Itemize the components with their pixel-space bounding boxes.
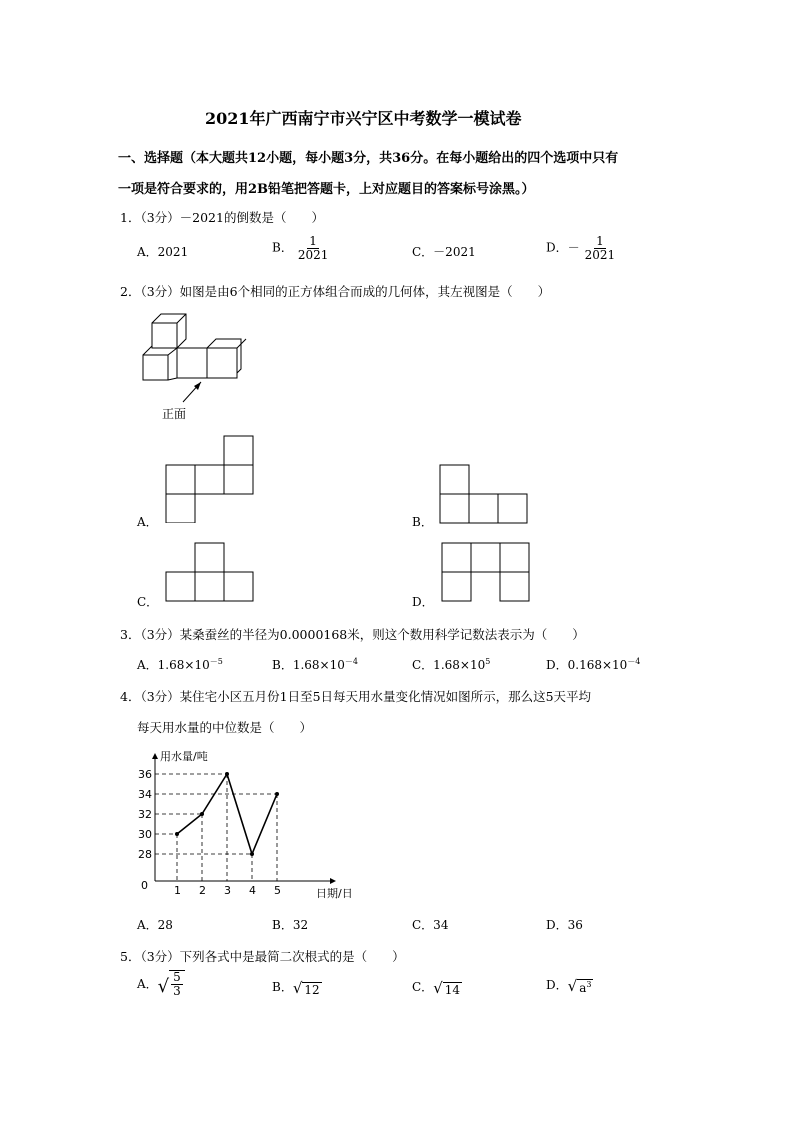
section-header-line1: 一、选择题（本大题共12小题，每小题3分，共36分。在每小题给出的四个选项中只有 bbox=[118, 151, 619, 166]
q1-option-b-numerator: 1 bbox=[309, 234, 317, 248]
q1-option-b-label: B． bbox=[272, 240, 293, 255]
radical-sign-icon: √ bbox=[157, 976, 170, 998]
y-tick-label: 32 bbox=[138, 808, 152, 821]
q3-option-d-base: D．0.168×10 bbox=[546, 658, 628, 672]
q5-option-d-label: D． bbox=[546, 978, 568, 992]
x-tick-label: 1 bbox=[174, 884, 181, 897]
q2-cube-figure bbox=[138, 310, 258, 422]
cube-edges bbox=[207, 339, 241, 373]
q3-option-a bbox=[137, 656, 223, 673]
q1-option-b bbox=[272, 235, 330, 261]
q2-option-b-label: B． bbox=[412, 515, 433, 529]
q2-option-d-label: D． bbox=[412, 595, 434, 609]
q5-option-d-exponent: 3 bbox=[586, 979, 592, 989]
x-axis-arrow bbox=[330, 878, 336, 884]
data-point bbox=[275, 792, 279, 796]
q5-option-d-sqrt bbox=[568, 977, 594, 995]
q5-option-a bbox=[137, 970, 185, 997]
q1-option-c: C．－2021 bbox=[412, 245, 476, 259]
q4-option-a: A．28 bbox=[137, 918, 173, 932]
q5-option-a-sqrt bbox=[158, 970, 185, 997]
origin-label: 0 bbox=[141, 879, 148, 892]
cube-edge bbox=[177, 314, 186, 323]
cube-face bbox=[152, 323, 177, 348]
q3-option-b-base: B．1.68×10 bbox=[272, 658, 345, 672]
q1-option-b-denominator: 2021 bbox=[297, 247, 329, 262]
cube-face bbox=[177, 348, 207, 378]
q5-option-c-radicand: 14 bbox=[444, 982, 461, 997]
q2-option-b-figure bbox=[439, 464, 529, 524]
q5-option-c-sqrt bbox=[433, 979, 462, 997]
q3-option-b bbox=[272, 656, 358, 673]
q1-option-d-fraction bbox=[583, 235, 618, 261]
cube-edge bbox=[168, 378, 177, 380]
radical-sign-icon: √ bbox=[292, 978, 303, 997]
q5-option-b bbox=[272, 978, 322, 997]
q4-water-usage-chart bbox=[130, 745, 370, 905]
q4-stem-line1: 4．（3分）某住宅小区五月份1日至5日每天用水量变化情况如图所示，那么这5天平均 bbox=[120, 689, 592, 704]
q5-option-b-sqrt bbox=[293, 979, 322, 997]
q5-option-b-label: B． bbox=[272, 980, 293, 994]
y-tick-label: 34 bbox=[138, 788, 152, 801]
q3-option-c-exponent: 5 bbox=[485, 657, 491, 666]
y-tick-label: 30 bbox=[138, 828, 152, 841]
q1-option-b-fraction bbox=[296, 235, 331, 261]
front-label: 正面 bbox=[162, 407, 187, 421]
q5-option-d bbox=[546, 976, 593, 995]
x-tick-label: 3 bbox=[224, 884, 231, 897]
q1-option-a: A．2021 bbox=[137, 245, 189, 259]
y-axis-label: 用水量/吨 bbox=[160, 750, 208, 763]
cube-edge bbox=[168, 348, 177, 355]
q2-stem: 2．（3分）如图是由6个相同的正方体组合而成的几何体，其左视图是（ ） bbox=[120, 284, 551, 299]
q1-option-d bbox=[546, 235, 617, 261]
q1-stem: 1．（3分）－2021的倒数是（ ） bbox=[120, 210, 324, 225]
cube-face bbox=[207, 348, 237, 378]
q1-option-d-label: D．－ bbox=[546, 240, 580, 255]
q5-option-d-radicand bbox=[577, 979, 593, 995]
q3-option-c-base: C．1.68×10 bbox=[412, 658, 486, 672]
q5-option-b-radicand: 12 bbox=[304, 982, 320, 997]
x-tick-label: 5 bbox=[274, 884, 281, 897]
q3-option-a-exponent: －5 bbox=[209, 657, 223, 666]
data-point bbox=[250, 852, 254, 856]
data-point bbox=[225, 772, 229, 776]
x-tick-label: 2 bbox=[199, 884, 206, 897]
q3-option-d bbox=[546, 656, 640, 673]
q5-option-a-fraction bbox=[169, 970, 185, 997]
data-point bbox=[200, 812, 204, 816]
q5-option-c bbox=[412, 978, 462, 997]
q4-option-c: C．34 bbox=[412, 918, 449, 932]
q3-option-c bbox=[412, 656, 490, 673]
cube-face bbox=[143, 355, 168, 380]
q3-option-b-exponent: －4 bbox=[344, 657, 358, 666]
q2-option-c-figure bbox=[165, 542, 255, 602]
q5-option-a-label: A． bbox=[137, 977, 158, 992]
q1-option-d-denominator: 2021 bbox=[584, 247, 616, 262]
q2-option-c-label: C． bbox=[137, 595, 159, 609]
q5-option-a-denominator: 3 bbox=[173, 983, 181, 998]
page-title: 2021年广西南宁市兴宁区中考数学一模试卷 bbox=[205, 109, 522, 128]
q2-option-a-figure bbox=[165, 435, 255, 523]
q3-stem: 3．（3分）某桑蚕丝的半径为0.0000168米，则这个数用科学记数法表示为（ ） bbox=[120, 627, 585, 642]
section-header-line2: 一项是符合要求的，用2B铅笔把答题卡，上对应题目的答案标号涂黑。） bbox=[118, 182, 535, 197]
q5-option-a-numerator: 5 bbox=[173, 970, 181, 984]
q2-option-d-figure bbox=[441, 542, 531, 602]
data-point bbox=[175, 832, 179, 836]
q5-stem: 5．（3分）下列各式中是最简二次根式的是（ ） bbox=[120, 949, 405, 964]
q4-stem-line2: 每天用水量的中位数是（ ） bbox=[137, 720, 313, 735]
x-axis-label: 日期/日 bbox=[316, 887, 353, 900]
x-tick-label: 4 bbox=[249, 884, 256, 897]
q1-option-d-numerator: 1 bbox=[596, 234, 604, 248]
radical-sign-icon: √ bbox=[433, 978, 443, 997]
q5-option-d-base: a bbox=[579, 980, 587, 995]
q2-option-a-label: A． bbox=[137, 515, 158, 529]
q5-option-c-label: C． bbox=[412, 980, 434, 994]
y-tick-label: 28 bbox=[138, 848, 152, 861]
y-axis-arrow bbox=[152, 753, 158, 759]
radical-sign-icon: √ bbox=[567, 976, 578, 995]
q4-option-b: B．32 bbox=[272, 918, 309, 932]
q4-option-d: D．36 bbox=[546, 918, 583, 932]
q3-option-d-exponent: －4 bbox=[627, 657, 641, 666]
q3-option-a-base: A．1.68×10 bbox=[137, 658, 210, 672]
cube-edge bbox=[143, 346, 152, 355]
y-tick-label: 36 bbox=[138, 768, 152, 781]
